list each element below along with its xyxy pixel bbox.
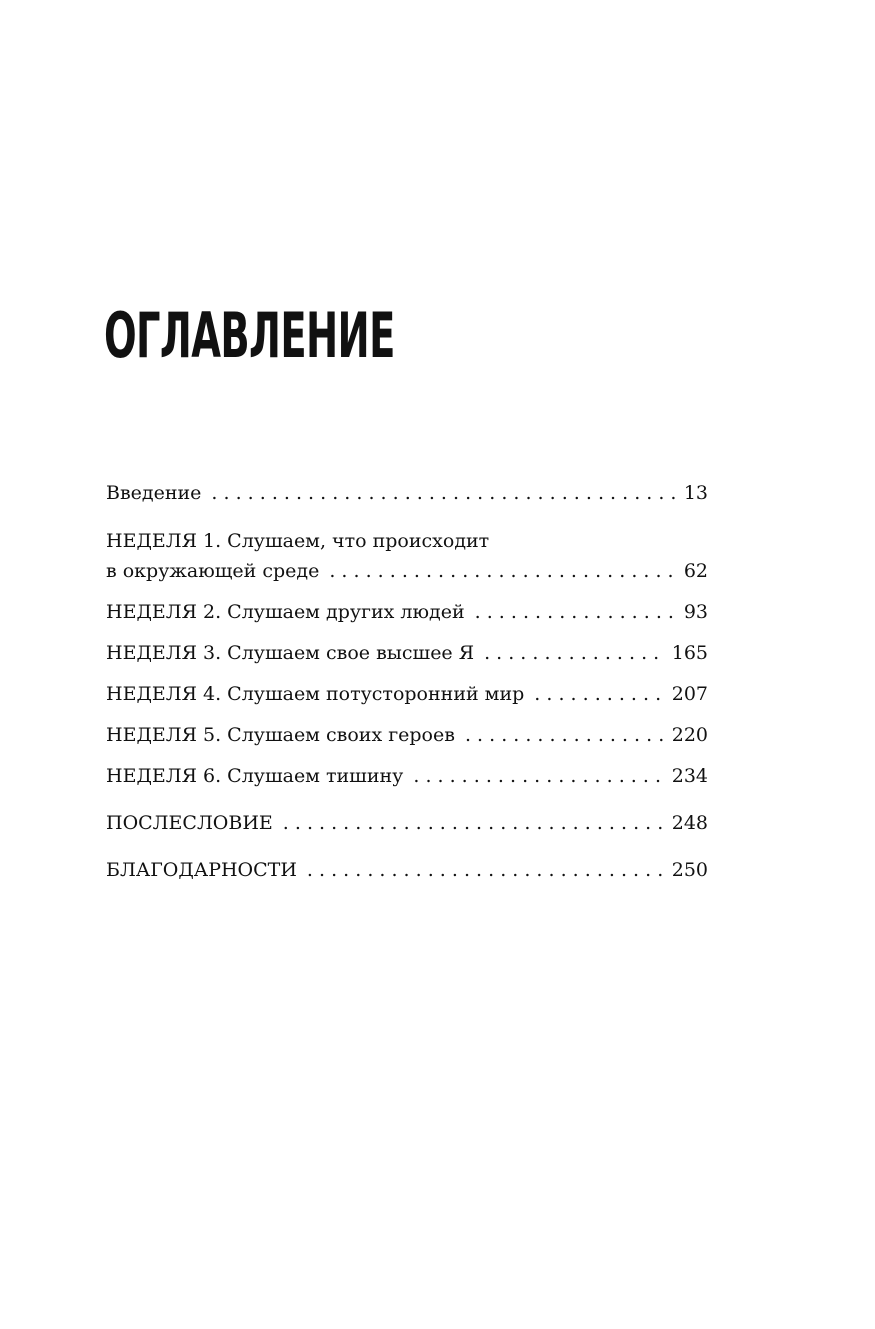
- dot-leader: [283, 808, 664, 838]
- toc-entry-week-2[interactable]: [106, 597, 708, 627]
- toc-page-number: 13: [683, 482, 708, 504]
- toc-page-number: 220: [671, 724, 708, 746]
- toc-entry-title: НЕДЕЛЯ 6. Слушаем тишину: [106, 765, 404, 787]
- toc-entry-title-line: НЕДЕЛЯ 1. Слушаем, что происходит: [106, 530, 490, 552]
- toc-page-number: 250: [671, 859, 708, 881]
- toc-entry-week-1[interactable]: [106, 526, 708, 586]
- toc-entry-afterword[interactable]: [106, 808, 708, 838]
- toc-entry-week-6[interactable]: [106, 761, 708, 791]
- toc-page-number: 165: [671, 642, 708, 664]
- toc-entry-week-5[interactable]: [106, 720, 708, 750]
- dot-leader: [413, 761, 663, 791]
- dot-leader: [465, 720, 664, 750]
- toc-entry-title: НЕДЕЛЯ 2. Слушаем других людей: [106, 601, 465, 623]
- toc-page-number: 207: [671, 683, 708, 705]
- toc-entry-title: в окружающей среде: [106, 560, 320, 582]
- dot-leader: [484, 638, 664, 668]
- toc-page-number: 93: [683, 601, 708, 623]
- toc-page-number: 248: [671, 812, 708, 834]
- dot-leader: [211, 478, 675, 508]
- toc-page-number: 62: [683, 560, 708, 582]
- toc-entry-title: НЕДЕЛЯ 3. Слушаем свое высшее Я: [106, 642, 475, 664]
- toc-entry-week-4[interactable]: [106, 679, 708, 709]
- page-title: ОГЛАВЛЕНИЕ: [104, 299, 395, 372]
- dot-leader: [307, 855, 664, 885]
- dot-leader: [475, 597, 676, 627]
- toc-entry-week-3[interactable]: [106, 638, 708, 668]
- toc-entry-title: Введение: [106, 482, 202, 504]
- toc-entry-title: БЛАГОДАРНОСТИ: [106, 859, 297, 881]
- toc-entry-title: НЕДЕЛЯ 4. Слушаем потусторонний мир: [106, 683, 525, 705]
- dot-leader: [329, 556, 675, 586]
- toc-entry-acknowledgements[interactable]: [106, 855, 708, 885]
- dot-leader: [534, 679, 663, 709]
- toc-page-number: 234: [671, 765, 708, 787]
- toc-entry-introduction[interactable]: [106, 478, 708, 508]
- toc-entry-title: ПОСЛЕСЛОВИЕ: [106, 812, 273, 834]
- toc-entry-title: НЕДЕЛЯ 5. Слушаем своих героев: [106, 724, 455, 746]
